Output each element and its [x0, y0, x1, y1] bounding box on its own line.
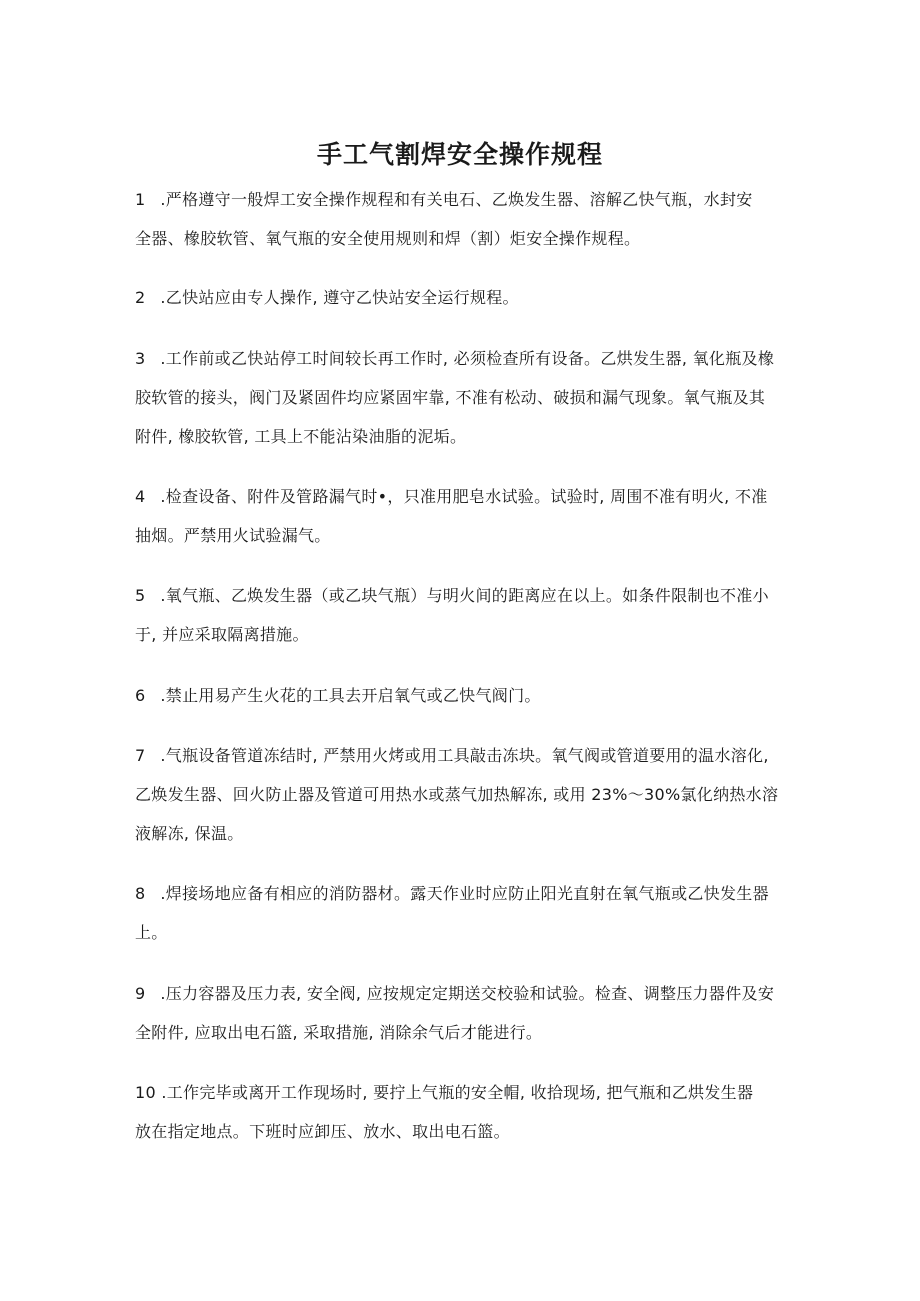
rule-item-8 [135, 874, 795, 952]
rule-item-7 [135, 736, 795, 853]
rule-line: 上。 [135, 923, 168, 942]
rule-text: .严格遵守一般焊工安全操作规程和有关电石、乙焕发生器、溶解乙快气瓶，水封安 [155, 190, 753, 209]
rule-item-5 [135, 576, 795, 654]
rule-number: 5 [135, 586, 146, 605]
rule-number: 1 [135, 190, 146, 209]
rule-line: 全附件, 应取出电石篮, 采取措施, 消除余气后才能进行。 [135, 1023, 543, 1042]
rule-item-6 [135, 676, 795, 715]
rule-line: 胶软管的接头，阀门及紧固件均应紧固牢靠, 不准有松动、破损和漏气现象。氧气瓶及其 [135, 388, 766, 407]
rule-text: .气瓶设备管道冻结时, 严禁用火烤或用工具敲击冻块。氧气阀或管道要用的温水溶化, [155, 746, 769, 765]
page-title: 手工气割焊安全操作规程 [316, 139, 603, 169]
rule-number: 6 [135, 686, 146, 705]
rule-number: 3 [135, 349, 146, 368]
rule-line [135, 180, 795, 219]
rule-line [135, 339, 795, 378]
rule-line: 于, 并应采取隔离措施。 [135, 625, 309, 644]
rule-text: .压力容器及压力表, 安全阀, 应按规定定期送交校验和试验。检查、调整压力器件及安 [155, 984, 775, 1003]
rule-line [135, 874, 795, 913]
rule-line [135, 974, 795, 1013]
rule-text: .焊接场地应备有相应的消防器材。露天作业时应防止阳光直射在氧气瓶或乙快发生器 [155, 884, 769, 903]
rule-item-3 [135, 339, 795, 456]
rule-line [135, 278, 795, 317]
rule-text: .禁止用易产生火花的工具去开启氧气或乙快气阀门。 [155, 686, 541, 705]
rule-text: .工作完毕或离开工作现场时, 要拧上气瓶的安全帽, 收拾现场, 把气瓶和乙烘发生器 [155, 1083, 754, 1102]
rule-number: 7 [135, 746, 146, 765]
rule-text: .乙快站应由专人操作, 遵守乙快站安全运行规程。 [155, 288, 519, 307]
rule-number: 10 [135, 1083, 156, 1102]
rule-item-1 [135, 180, 795, 258]
rule-line: 附件, 橡胶软管, 工具上不能沾染油脂的泥垢。 [135, 427, 467, 446]
rule-line: 乙焕发生器、回火防止器及管道可用热水或蒸气加热解冻, 或用 23%～30%氯化纳热水溶 [135, 785, 779, 804]
rule-line: 抽烟。严禁用火试验漏气。 [135, 526, 331, 545]
rule-item-4 [135, 477, 795, 555]
rule-text: .工作前或乙快站停工时间较长再工作时, 必须检查所有设备。乙烘发生器, 氧化瓶及橡 [155, 349, 775, 368]
rule-line: 液解冻, 保温。 [135, 824, 244, 843]
rule-number: 4 [135, 487, 146, 506]
rule-line [135, 676, 795, 715]
rule-line [135, 576, 795, 615]
rule-line [135, 477, 795, 516]
rule-item-2 [135, 278, 795, 317]
rule-line [135, 736, 795, 775]
rule-line: 全器、橡胶软管、氧气瓶的安全使用规则和焊（割）炬安全操作规程。 [135, 229, 641, 248]
rule-number: 2 [135, 288, 146, 307]
rule-number: 9 [135, 984, 146, 1003]
rule-line [135, 1073, 795, 1112]
rule-text: .氧气瓶、乙焕发生器（或乙块气瓶）与明火间的距离应在以上。如条件限制也不准小 [155, 586, 769, 605]
rule-item-10 [135, 1073, 795, 1151]
rule-item-9 [135, 974, 795, 1052]
rule-number: 8 [135, 884, 146, 903]
rule-line: 放在指定地点。下班时应卸压、放水、取出电石篮。 [135, 1122, 510, 1141]
rule-text: .检查设备、附件及管路漏气时•，只准用肥皂水试验。试验时, 周围不准有明火, 不准 [155, 487, 768, 506]
